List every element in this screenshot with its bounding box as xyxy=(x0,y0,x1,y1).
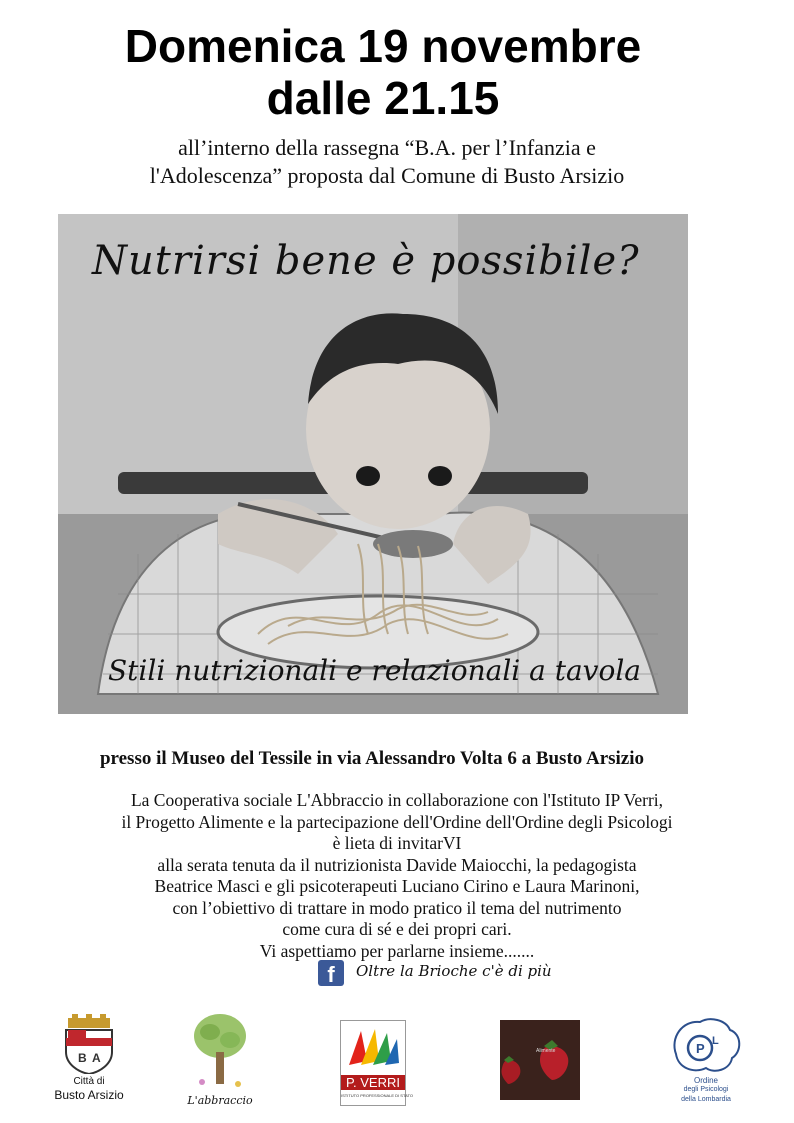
body-line: Beatrice Masci e gli psicoterapeuti Luciano Cirino e Laura Marinoni, xyxy=(154,876,640,896)
intro-line-1: all’interno della rassegna “B.A. per l’Infanzia e xyxy=(178,135,596,160)
body-line: alla serata tenuta da il nutrizionista Davide Maiocchi, la pedagogista xyxy=(157,854,637,875)
photo-caption-bottom: Stili nutrizionali e relazionali a tavola xyxy=(108,654,641,687)
svg-text:A: A xyxy=(92,1051,101,1065)
svg-text:B: B xyxy=(78,1051,87,1065)
abbraccio-label: L'abbraccio xyxy=(187,1094,253,1107)
tree-icon xyxy=(190,1012,250,1092)
event-date-title: Domenica 19 novembre xyxy=(124,20,642,72)
body-line: come cura di sé e dei propri cari. xyxy=(282,919,512,939)
ordine-label-line2: degli Psicologi xyxy=(683,1086,729,1093)
busto-label-line1: Città di xyxy=(73,1076,105,1087)
strawberry-icon xyxy=(500,1020,580,1100)
intro-line-2: l'Adolescenza” proposta dal Comune di Busto Arsizio xyxy=(149,163,625,188)
body-line: con l’obiettivo di trattare in modo pratico il tema del nutrimento xyxy=(172,897,622,918)
verri-label: P. VERRI xyxy=(341,1075,405,1090)
venue-line: presso il Museo del Tessile in via Alessandro Volta 6 a Busto Arsizio xyxy=(99,748,645,769)
alimente-label: Alimente xyxy=(536,1048,556,1054)
photo-caption-top: Nutrirsi bene è possibile? xyxy=(92,238,640,284)
busto-crest-icon xyxy=(54,1014,124,1074)
verri-sublabel: ISTITUTO PROFESSIONALE DI STATO xyxy=(341,1093,413,1098)
alimente-logo xyxy=(500,1020,580,1100)
svg-text:P: P xyxy=(696,1041,705,1056)
body-line: La Cooperativa sociale L'Abbraccio in collaborazione con l'Istituto IP Verri, xyxy=(130,790,664,810)
svg-text:L: L xyxy=(712,1035,719,1047)
verri-logo xyxy=(340,1020,413,1106)
body-line: è lieta di invitarVI xyxy=(332,833,462,853)
facebook-icon[interactable]: f xyxy=(318,960,344,986)
busto-label-line2: Busto Arsizio xyxy=(54,1088,124,1102)
opl-mark-icon xyxy=(666,1014,746,1076)
abbraccio-logo xyxy=(187,1012,253,1108)
invitation-body xyxy=(0,790,794,962)
ordine-label-line3: della Lombardia xyxy=(681,1096,731,1103)
ordine-psicologi-logo xyxy=(666,1014,746,1108)
photo-illustration xyxy=(58,214,688,714)
body-line: il Progetto Alimente e la partecipazione dell'Ordine dell'Ordine degli Psicologi xyxy=(121,811,673,832)
busto-arsizio-logo xyxy=(54,1014,124,1104)
body-line: Vi aspettiamo per parlarne insieme....... xyxy=(259,940,535,961)
child-eating-spaghetti-photo xyxy=(58,214,688,714)
verri-mark-icon xyxy=(341,1021,405,1073)
ordine-label-line1: Ordine xyxy=(693,1076,718,1085)
event-time-title: dalle 21.15 xyxy=(266,72,500,124)
facebook-page-link[interactable]: Oltre la Brioche c'è di più xyxy=(356,962,552,980)
